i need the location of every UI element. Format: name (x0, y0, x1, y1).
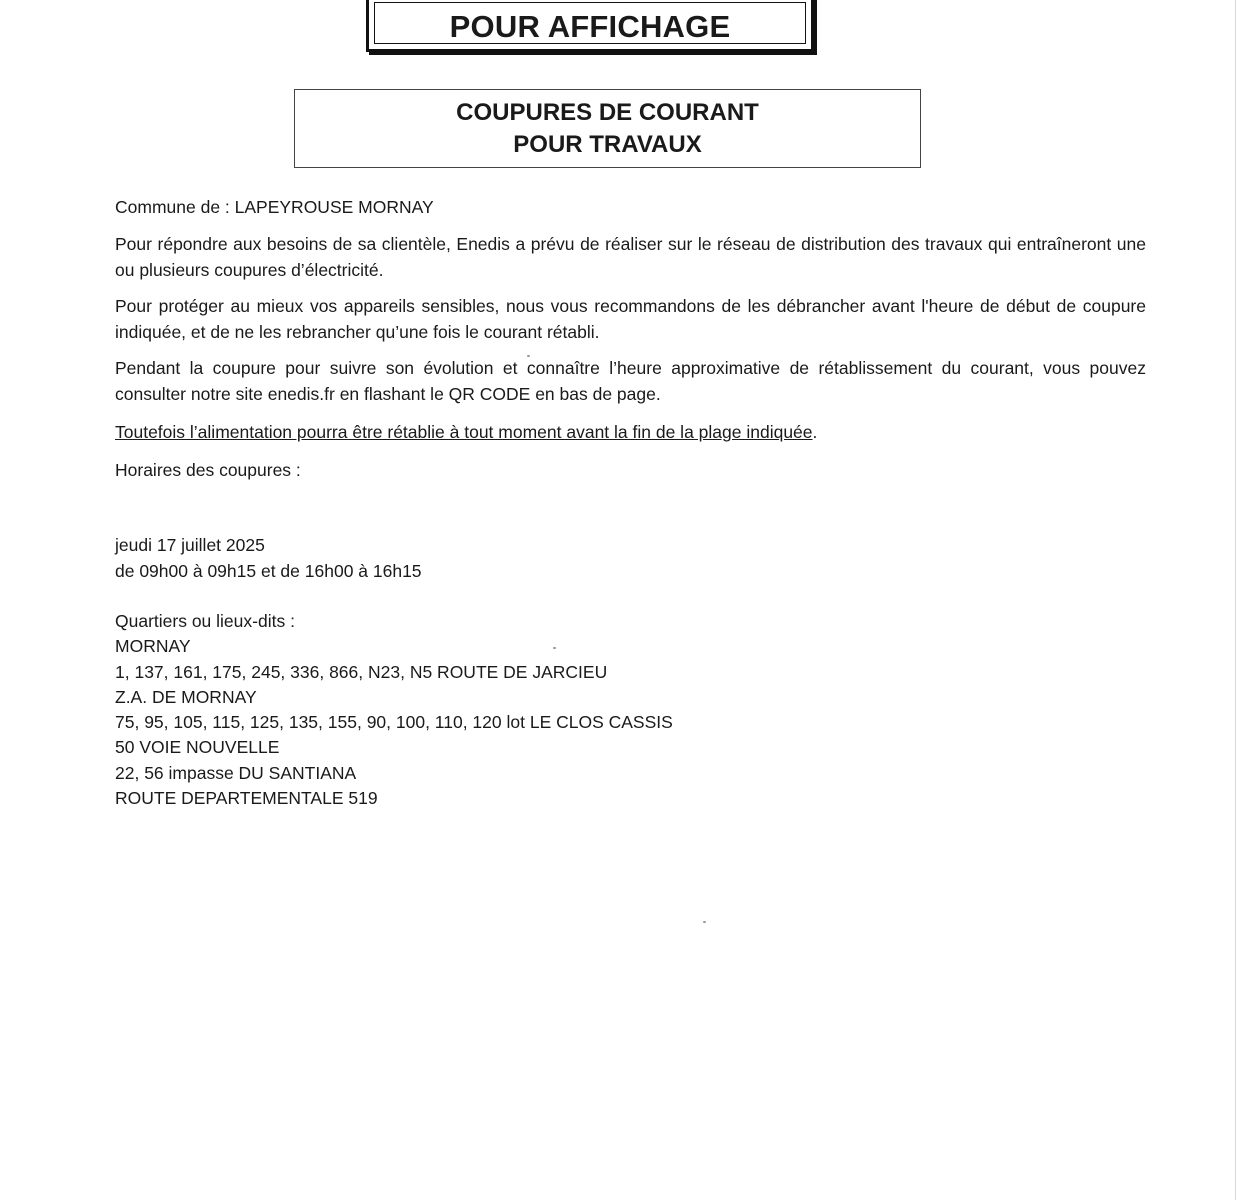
location-item: MORNAY (115, 636, 191, 657)
warning-text: Toutefois l’alimentation pourra être rétablie à tout moment avant la fin de la plage indiquée (115, 422, 813, 442)
location-item: ROUTE DEPARTEMENTALE 519 (115, 788, 378, 809)
location-item: 1, 137, 161, 175, 245, 336, 866, N23, N5 ROUTE DE JARCIEU (115, 661, 608, 682)
commune-line: Commune de : LAPEYROUSE MORNAY (115, 197, 434, 217)
title-line-2: POUR TRAVAUX (513, 131, 702, 158)
location-item: Z.A. DE MORNAY (115, 686, 257, 707)
warning-period: . (812, 422, 818, 442)
scan-speck (553, 647, 556, 649)
posting-banner (366, 0, 814, 52)
outage-hours: de 09h00 à 09h15 et de 16h00 à 16h15 (115, 560, 422, 581)
notice-content (115, 194, 1146, 811)
schedule-heading: Horaires des coupures : (115, 460, 301, 480)
tracking-paragraph: Pendant la coupure pour suivre son évolution et connaître l’heure approximative de rétablissement du courant, vous pouvez consulter notre site enedis.fr en flashant le QR CODE en bas de page. (115, 358, 1146, 404)
outage-schedule (115, 533, 1146, 584)
advice-paragraph: Pour protéger au mieux vos appareils sensibles, nous vous recommandons de les débrancher avant l'heure de début de coupure indiquée, et de ne les rebrancher qu’une fois le courant rétabli. (115, 296, 1146, 342)
scan-speck (527, 355, 530, 357)
locations-heading: Quartiers ou lieux-dits : (115, 611, 295, 631)
location-item: 22, 56 impasse DU SANTIANA (115, 762, 357, 783)
location-item: 50 VOIE NOUVELLE (115, 737, 280, 758)
scan-edge-line (1235, 0, 1236, 1200)
intro-paragraph: Pour répondre aux besoins de sa clientèle, Enedis a prévu de réaliser sur le réseau de distribution des travaux qui entraîneront une ou plusieurs coupures d’électricité. (115, 234, 1146, 280)
banner-text: POUR AFFICHAGE (449, 9, 731, 44)
document-title-box (294, 89, 921, 168)
location-item: 75, 95, 105, 115, 125, 135, 155, 90, 100, 110, 120 lot LE CLOS CASSIS (115, 712, 673, 733)
title-line-1: COUPURES DE COURANT (456, 99, 759, 126)
scan-speck (703, 921, 706, 923)
locations-block (115, 609, 1146, 811)
outage-date: jeudi 17 juillet 2025 (115, 535, 265, 555)
warning-line (115, 419, 1146, 445)
